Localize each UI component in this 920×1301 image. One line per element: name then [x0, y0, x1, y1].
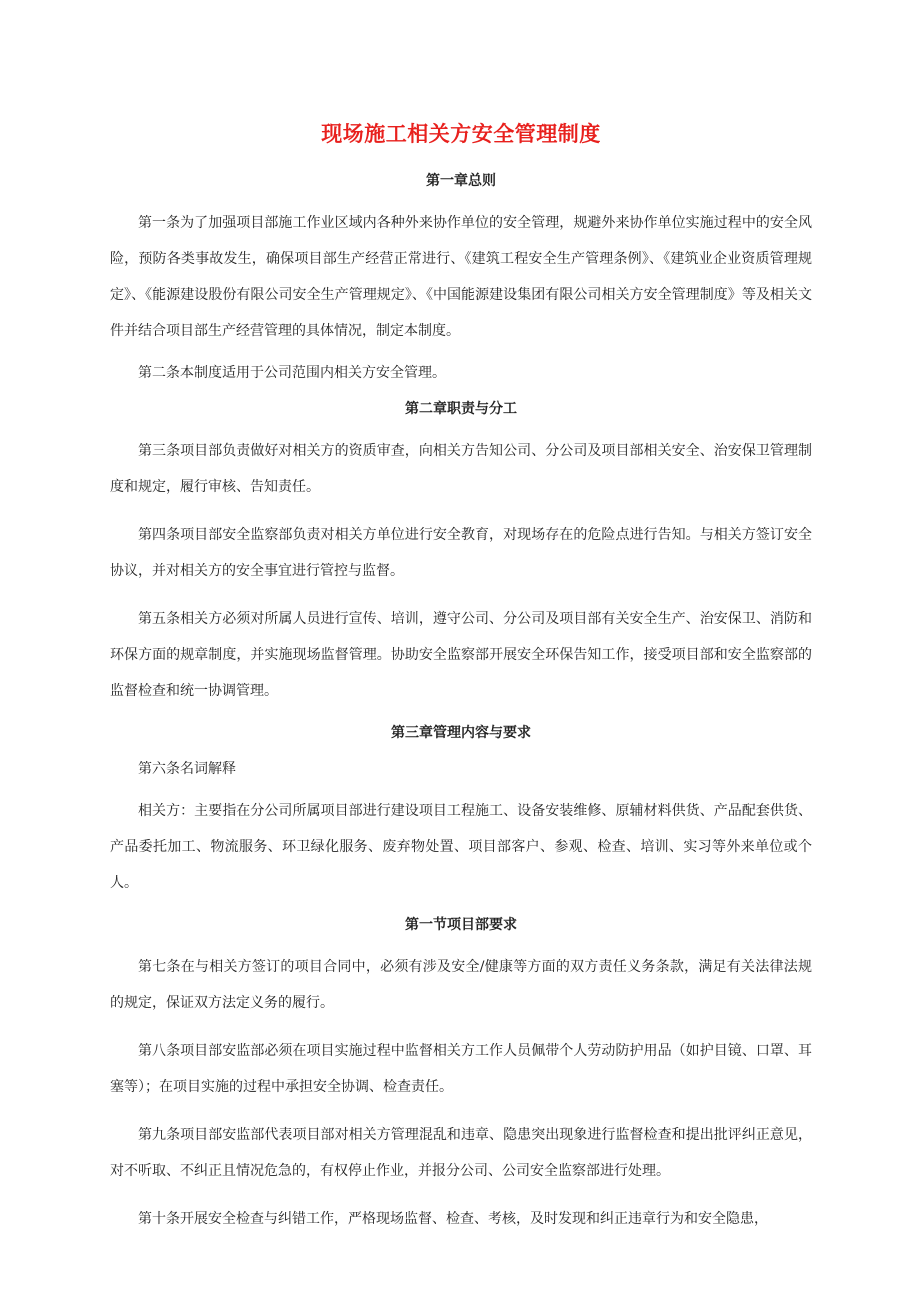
definition-related-party: 相关方：主要指在分公司所属项目部进行建设项目工程施工、设备安装维修、原辅材料供货、产品配套供货、产品委托加工、物流服务、环卫绿化服务、废弃物处置、项目部客户、参观、检查、培训、实习等外来单位或个人。 [110, 803, 812, 891]
document-body [110, 116, 812, 1249]
article-10: 第十条开展安全检查与纠错工作，严格现场监督、检查、考核，及时发现和纠正违章行为和安全隐患， [138, 1211, 768, 1227]
article-3: 第三条项目部负责做好对相关方的资质审查，向相关方告知公司、分公司及项目部相关安全、治安保卫管理制度和规定，履行审核、告知责任。 [110, 443, 812, 495]
article-9: 第九条项目部安监部代表项目部对相关方管理混乱和违章、隐患突出现象进行监督检查和提出批评纠正意见，对不听取、不纠正且情况危急的，有权停止作业，并报分公司、公司安全监察部进行处理。 [110, 1127, 812, 1179]
section-1-heading: 第一节项目部要求 [405, 917, 517, 933]
article-2: 第二条本制度适用于公司范围内相关方安全管理。 [138, 365, 446, 381]
article-5: 第五条相关方必须对所属人员进行宣传、培训，遵守公司、分公司及项目部有关安全生产、治安保卫、消防和环保方面的规章制度，并实施现场监督管理。协助安全监察部开展安全环保告知工作，接受项目部和安全监察部的监督检查和统一协调管理。 [110, 611, 812, 699]
article-8: 第八条项目部安监部必须在项目实施过程中监督相关方工作人员佩带个人劳动防护用品（如护目镜、口罩、耳塞等）；在项目实施的过程中承担安全协调、检查责任。 [110, 1043, 812, 1095]
document-title: 现场施工相关方安全管理制度 [321, 122, 601, 146]
document-sections [110, 169, 812, 1237]
article-4: 第四条项目部安全监察部负责对相关方单位进行安全教育，对现场存在的危险点进行告知。与相关方签订安全协议，并对相关方的安全事宜进行管控与监督。 [110, 527, 812, 579]
chapter-3-heading: 第三章管理内容与要求 [391, 725, 531, 741]
article-7: 第七条在与相关方签订的项目合同中，必须有涉及安全/健康等方面的双方责任义务条款，满足有关法律法规的规定，保证双方法定义务的履行。 [110, 959, 812, 1011]
chapter-2-heading: 第二章职责与分工 [405, 401, 517, 417]
article-1: 第一条为了加强项目部施工作业区域内各种外来协作单位的安全管理，规避外来协作单位实施过程中的安全风险，预防各类事故发生，确保项目部生产经营正常进行、《建筑工程安全生产管理条例》、《建筑业企业资质管理规定》、《能源建设股份有限公司安全生产管理规定》、《中国能源建设集团有限公司相关方安全管理制度》等及相关文件并结合项目部生产经营管理的具体情况，制定本制度。 [110, 215, 812, 339]
article-6: 第六条名词解释 [138, 761, 236, 777]
chapter-1-heading: 第一章总则 [426, 173, 496, 189]
